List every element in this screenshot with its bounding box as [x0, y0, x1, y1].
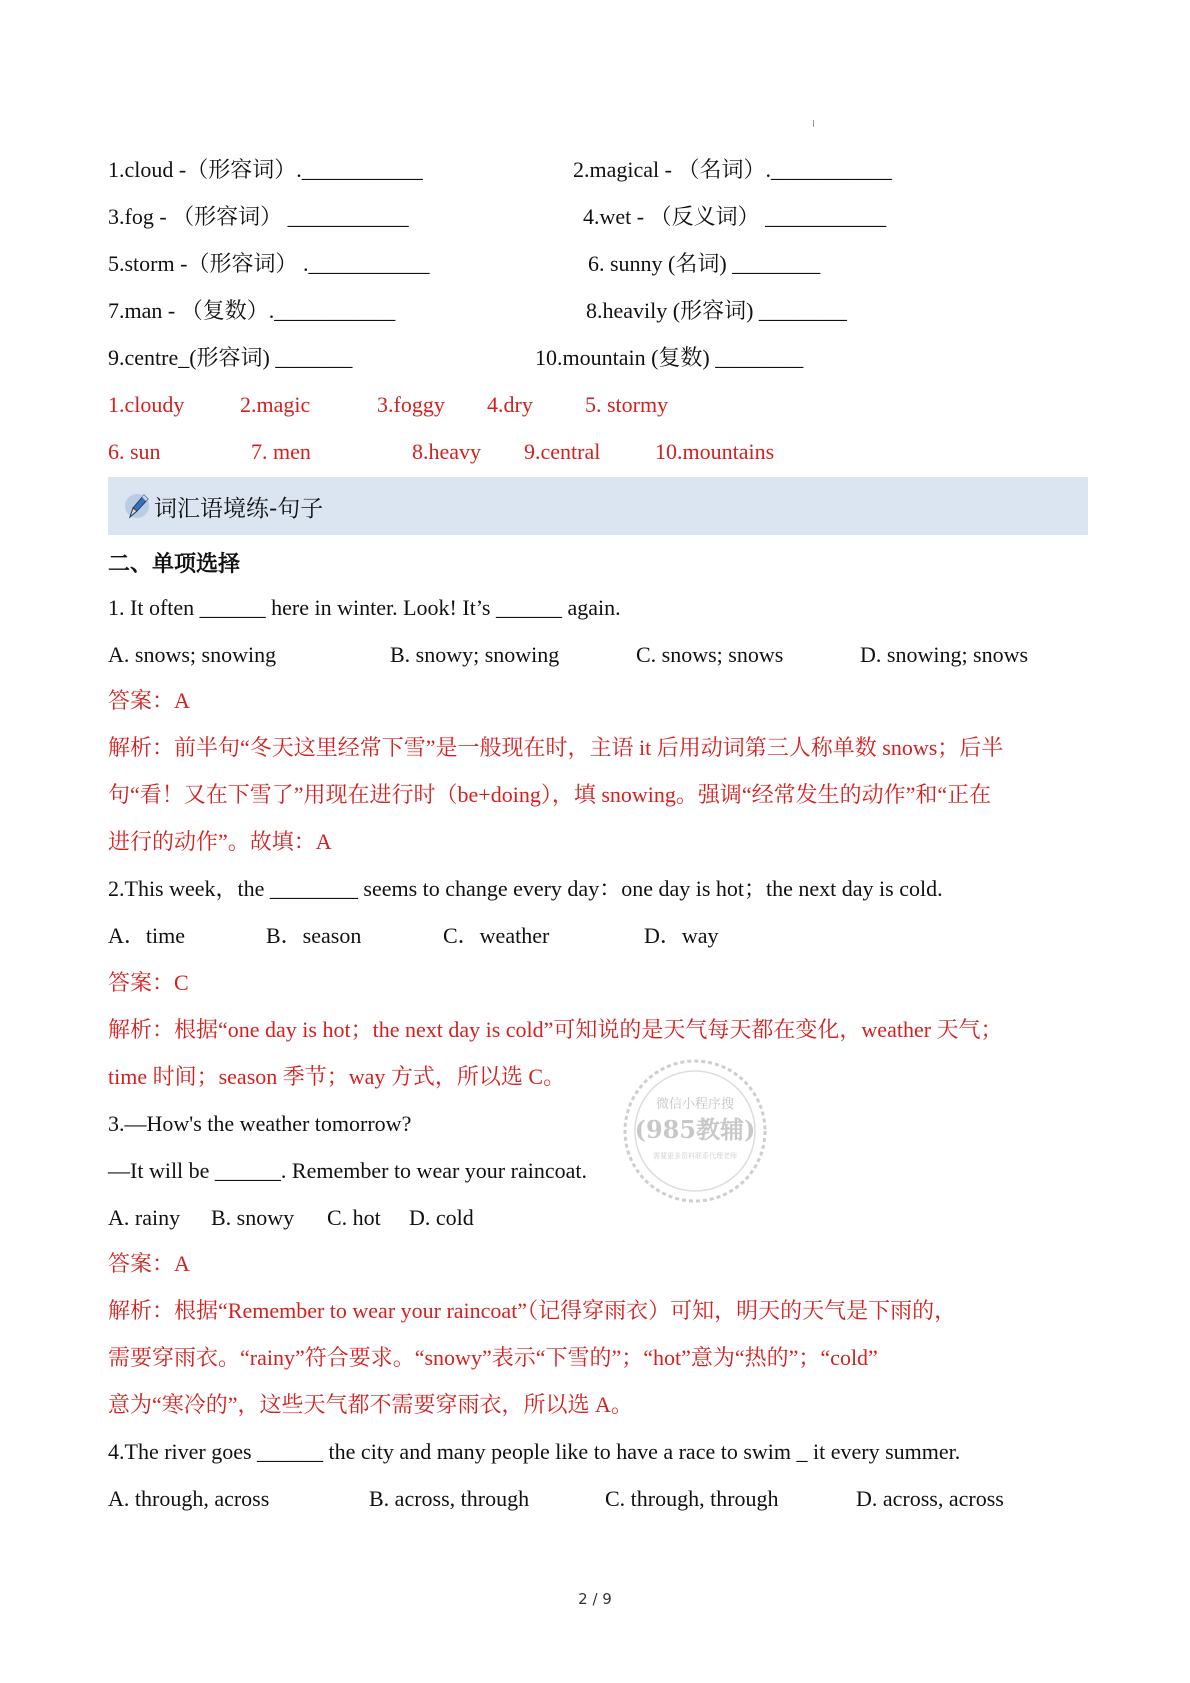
section-banner — [108, 477, 1088, 535]
vocab-answer-6: 6. sun — [108, 439, 161, 464]
q3-option-c: C. hot — [327, 1205, 381, 1230]
q1-option-a: A. snows; snowing — [108, 642, 277, 667]
q2-analysis-line2: time 时间；season 季节；way 方式，所以选 C。 — [108, 1064, 566, 1089]
vocab-item-8: 8.heavily (形容词) ________ — [586, 298, 847, 323]
q2-answer: 答案：C — [108, 970, 189, 995]
vocab-answer-8: 8.heavy — [412, 439, 482, 464]
pencil-icon — [124, 491, 150, 521]
q3-stem-line2: —It will be ______. Remember to wear your raincoat. — [108, 1158, 587, 1183]
q2-stem: 2.This week，the ________ seems to change every day：one day is hot；the next day is cold. — [108, 876, 943, 901]
vocab-item-6: 6. sunny (名词) ________ — [588, 251, 821, 276]
vocab-answer-3: 3.foggy — [377, 392, 445, 417]
stamp-line3: 需要更多资料联系代理老师 — [653, 1152, 737, 1160]
q2-option-d: D．way — [644, 923, 719, 948]
q2-option-a: A．time — [108, 923, 185, 948]
vocab-item-1: 1.cloud -（形容词）.___________ — [108, 157, 423, 182]
vocab-item-7: 7.man - （复数）.___________ — [108, 298, 396, 323]
vocab-answer-2: 2.magic — [240, 392, 311, 417]
vocab-answer-1: 1.cloudy — [108, 392, 185, 417]
q1-option-c: C. snows; snows — [636, 642, 784, 667]
q4-option-b: B. across, through — [369, 1486, 530, 1511]
vocab-item-9: 9.centre_(形容词) _______ — [108, 345, 353, 370]
q3-option-b: B. snowy — [211, 1205, 295, 1230]
stamp-line1: 微信小程序搜 — [655, 1097, 735, 1112]
vocab-answer-4: 4.dry — [487, 392, 533, 417]
q4-option-c: C. through, through — [605, 1486, 779, 1511]
q3-option-d: D. cold — [409, 1205, 474, 1230]
q1-option-b: B. snowy; snowing — [390, 642, 560, 667]
vocab-answer-5: 5. stormy — [585, 392, 669, 417]
q1-analysis-line2: 句“看！又在下雪了”用现在进行时（be+doing），填 snowing。强调“经常发生的动作”和“正在 — [108, 782, 992, 807]
vocab-item-4: 4.wet - （反义词） ___________ — [583, 204, 887, 229]
q3-answer: 答案：A — [108, 1251, 190, 1276]
q3-stem-line1: 3.—How's the weather tomorrow? — [108, 1111, 412, 1136]
q4-stem: 4.The river goes ______ the city and many people like to have a race to swim _ it every summer. — [108, 1439, 961, 1464]
vocab-answer-9: 9.central — [524, 439, 601, 464]
vocab-item-10: 10.mountain (复数) ________ — [535, 345, 804, 370]
banner-title: 词汇语境练-句子 — [154, 496, 324, 522]
q2-option-c: C．weather — [443, 923, 550, 948]
q3-analysis-line3: 意为“寒冷的”，这些天气都不需要穿雨衣，所以选 A。 — [108, 1392, 633, 1417]
vocab-answer-10: 10.mountains — [655, 439, 775, 464]
vocab-item-2: 2.magical - （名词）.___________ — [573, 157, 892, 182]
q3-option-a: A. rainy — [108, 1205, 181, 1230]
vocab-item-5: 5.storm -（形容词） .___________ — [108, 251, 430, 276]
q3-analysis-line1: 解析：根据“Remember to wear your raincoat”（记得穿雨衣）可知，明天的天气是下雨的， — [108, 1298, 957, 1323]
vocab-item-3: 3.fog - （形容词） ___________ — [108, 204, 409, 229]
q3-analysis-line2: 需要穿雨衣。“rainy”符合要求。“snowy”表示“下雪的”；“hot”意为“热的”；“cold” — [108, 1345, 878, 1370]
q1-analysis-line1: 解析：前半句“冬天这里经常下雪”是一般现在时，主语 it 后用动词第三人称单数 snows；后半 — [108, 735, 1004, 760]
q1-option-d: D. snowing; snows — [860, 642, 1029, 667]
q1-analysis-line3: 进行的动作”。故填：A — [108, 829, 332, 854]
q2-option-b: B．season — [266, 923, 362, 948]
watermark-stamp — [620, 1056, 770, 1206]
q1-stem: 1. It often ______ here in winter. Look! It’s ______ again. — [108, 595, 621, 620]
stamp-line2: (985教辅) — [634, 1115, 756, 1144]
q2-analysis-line1: 解析：根据“one day is hot；the next day is cold”可知说的是天气每天都在变化，weather 天气； — [108, 1017, 1003, 1042]
q1-answer: 答案：A — [108, 688, 190, 713]
vocab-answer-7: 7. men — [251, 439, 311, 464]
q4-option-a: A. through, across — [108, 1486, 270, 1511]
header-mark — [813, 120, 814, 127]
q4-option-d: D. across, across — [856, 1486, 1004, 1511]
page-number: 2 / 9 — [578, 1590, 612, 1608]
section-title: 二、单项选择 — [108, 552, 241, 577]
